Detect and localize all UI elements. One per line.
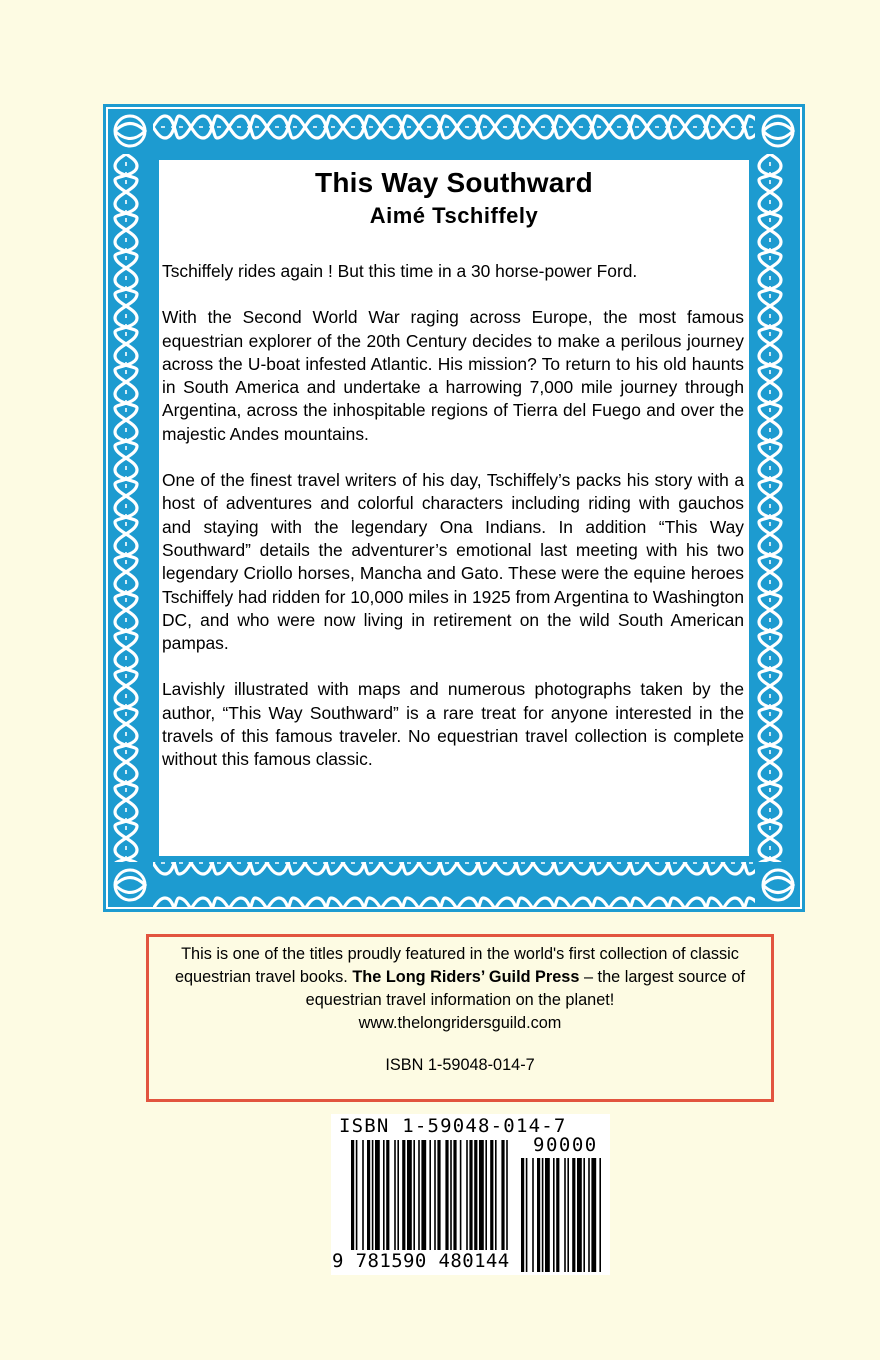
barcode-bar — [397, 1140, 399, 1250]
barcode-bar — [466, 1140, 468, 1250]
barcode-bar — [367, 1140, 370, 1250]
barcode-bar — [479, 1140, 484, 1250]
barcode-bar — [372, 1140, 374, 1250]
barcode-bar — [599, 1158, 601, 1272]
book-title: This Way Southward — [315, 167, 593, 198]
barcode-bar — [501, 1140, 504, 1250]
barcode-bar — [394, 1140, 396, 1250]
barcode-bar — [553, 1158, 555, 1272]
blurb-paragraph: With the Second World War raging across Europe, the most famous equestrian explorer of the 20th Century decides to make a perilous journey across the U-boat infested Atlantic. His mission? To return to his old haunts in South America and undertake a harrowing 7,000 mile journey through Argentina, across the inhospitable regions of Tierra del Fuego and over the majestic Andes mountains. — [162, 307, 744, 444]
barcode-addon-digits: 90000 — [533, 1134, 598, 1156]
publisher-description — [149, 943, 771, 1012]
barcode-bar — [526, 1158, 528, 1272]
barcode-bar — [474, 1140, 477, 1250]
blurb-paragraph: Tschiffely rides again ! But this time in a 30 horse-power Ford. — [162, 261, 638, 281]
barcode-bar — [362, 1140, 364, 1250]
barcode-bar — [351, 1140, 354, 1260]
barcode-bar — [469, 1140, 472, 1250]
barcode-bar — [495, 1140, 497, 1250]
barcode-bar — [383, 1140, 385, 1250]
publisher-name: The Long Riders’ Guild Press — [352, 968, 580, 986]
barcode-bar — [588, 1158, 590, 1272]
barcode-bar — [429, 1140, 431, 1250]
barcode-bar — [485, 1140, 487, 1250]
barcode-bar — [490, 1140, 493, 1250]
publisher-info-box — [146, 934, 774, 1102]
barcode-bar — [556, 1158, 559, 1272]
book-blurb — [162, 260, 744, 795]
barcode-bar — [413, 1140, 415, 1250]
blurb-paragraph: One of the finest travel writers of his day, Tschiffely’s packs his story with a host of adventures and colorful characters including riding with gauchos and staying with the legendary Ona Indians. In addition “This Way Southward” details the adventurer’s emotional last meeting with his two legendary Criollo horses, Mancha and Gato. These were the equine heroes Tschiffely had ridden for 10,000 miles in 1925 from Argentina to Washington DC, and who were now living in retirement on the wild South American pampas. — [162, 470, 744, 654]
barcode-bar — [375, 1140, 380, 1250]
barcode-bar — [577, 1158, 582, 1272]
barcode-ean-digits: 9 781590 480144 — [332, 1250, 510, 1272]
barcode-bar — [402, 1140, 405, 1250]
barcode-bar — [356, 1140, 358, 1260]
isbn-number: ISBN 1-59048-014-7 — [385, 1056, 535, 1074]
barcode-bar — [537, 1158, 540, 1272]
barcode-bar — [564, 1158, 566, 1272]
publisher-website[interactable]: www.thelongridersguild.com — [358, 1014, 562, 1032]
book-author: Aimé Tschiffely — [369, 203, 539, 228]
barcode-bar — [545, 1158, 550, 1272]
barcode-bar — [453, 1140, 456, 1250]
barcode-bar — [506, 1140, 508, 1260]
barcode-bar — [421, 1140, 426, 1250]
barcode-bar — [437, 1140, 440, 1250]
barcode — [331, 1114, 610, 1275]
barcode-bar — [521, 1158, 524, 1272]
barcode-bar — [407, 1140, 412, 1250]
barcode-isbn-text: ISBN 1-59048-014-7 — [339, 1115, 567, 1137]
barcode-bar — [572, 1158, 575, 1272]
barcode-bar — [532, 1158, 534, 1272]
barcode-bar — [445, 1140, 448, 1250]
barcode-bar — [460, 1140, 462, 1250]
blurb-paragraph: Lavishly illustrated with maps and numerous photographs taken by the author, “This Way Southward” is a rare treat for anyone interested in the travels of this famous traveler. No equestrian travel collection is complete without this famous classic. — [162, 679, 744, 770]
barcode-bar — [583, 1158, 585, 1272]
publisher-line-2: – the largest source of equestrian travel information on the planet! — [305, 968, 746, 1009]
barcode-bar — [567, 1158, 569, 1272]
barcode-bar — [591, 1158, 596, 1272]
barcode-bar — [542, 1158, 544, 1272]
barcode-bar — [386, 1140, 389, 1250]
celtic-knot-frame — [103, 104, 805, 912]
barcode-bar — [450, 1140, 452, 1250]
barcode-bar — [434, 1140, 436, 1250]
barcode-bar — [418, 1140, 420, 1250]
publisher-line-1: This is one of the titles proudly featured in the world's first collection of classic equestrian travel books. — [174, 945, 739, 986]
